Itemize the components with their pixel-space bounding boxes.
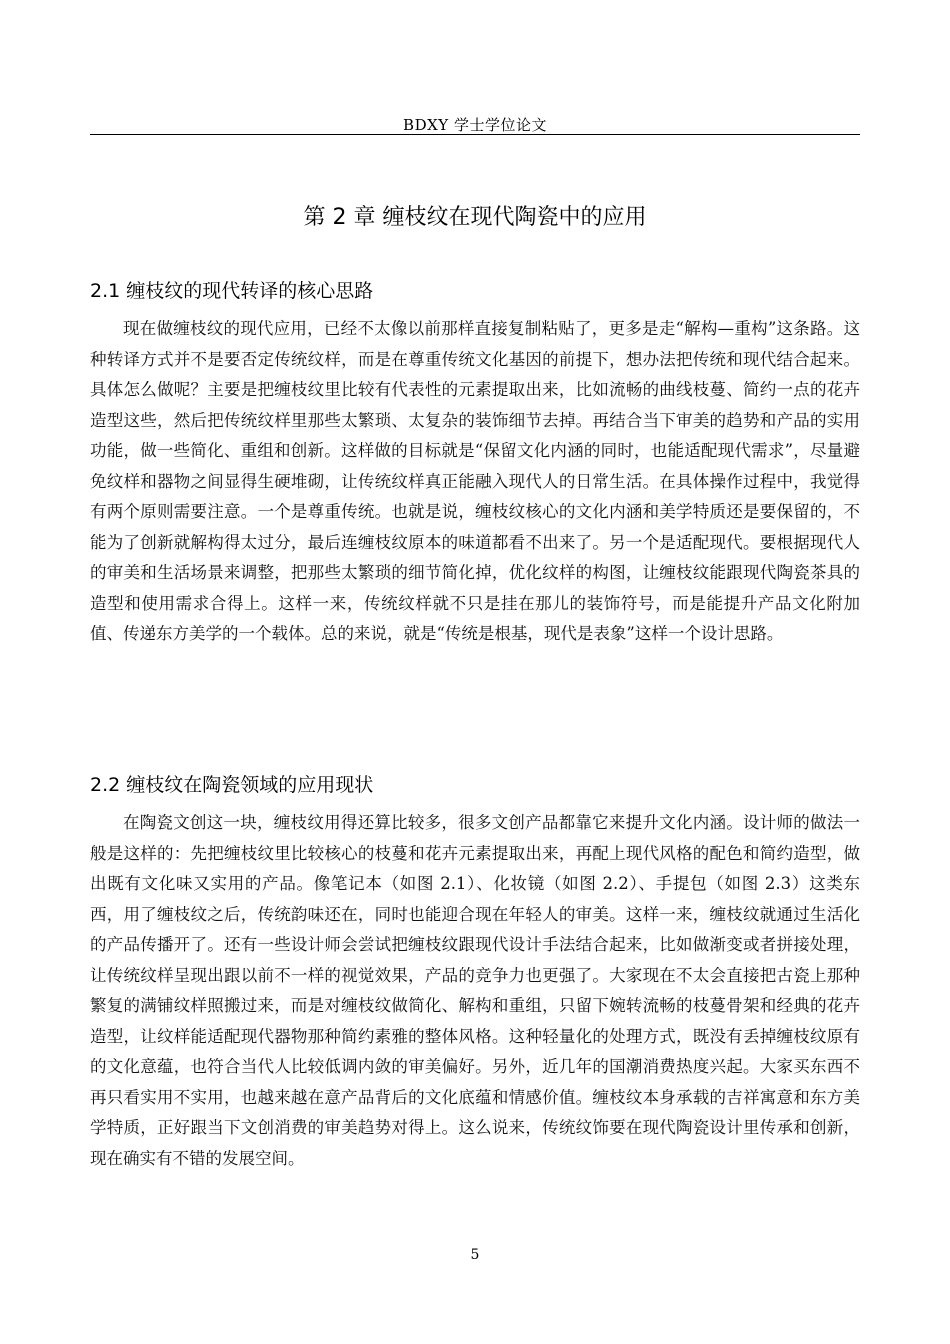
page-number: 5: [470, 1247, 480, 1263]
section-2-1-paragraph: 现在做缠枝纹的现代应用，已经不太像以前那样直接复制粘贴了，更多是走“解构—重构”这条路。这种转译方式并不是要否定传统纹样，而是在尊重传统文化基因的前提下，想办法把传统和现代结合起来。具体怎么做呢？主要是把缠枝纹里比较有代表性的元素提取出来，比如流畅的曲线枝蔓、简约一点的花卉造型这些，然后把传统纹样里那些太繁琐、太复杂的装饰细节去掉。再结合当下审美的趋势和产品的实用功能，做一些简化、重组和创新。这样做的目标就是“保留文化内涵的同时，也能适配现代需求”，尽量避免纹样和器物之间显得生硬堆砌，让传统纹样真正能融入现代人的日常生活。在具体操作过程中，我觉得有两个原则需要注意。一个是尊重传统。也就是说，缠枝纹核心的文化内涵和美学特质还是要保留的，不能为了创新就解构得太过分，最后连缠枝纹原本的味道都看不出来了。另一个是适配现代。要根据现代人的审美和生活场景来调整，把那些太繁琐的细节简化掉，优化纹样的构图，让缠枝纹能跟现代陶瓷茶具的造型和使用需求合得上。这样一来，传统纹样就不只是挂在那儿的装饰符号，而是能提升产品文化附加值、传递东方美学的一个载体。总的来说，就是“传统是根基，现代是表象”这样一个设计思路。: [90, 319, 860, 643]
running-header: BDXY 学士学位论文: [403, 116, 547, 134]
chapter-title: 第 2 章 缠枝纹在现代陶瓷中的应用: [303, 205, 647, 230]
section-2-2-paragraph: 在陶瓷文创这一块，缠枝纹用得还算比较多，很多文创产品都靠它来提升文化内涵。设计师的做法一般是这样的：先把缠枝纹里比较核心的枝蔓和花卉元素提取出来，再配上现代风格的配色和简约造型，做出既有文化味又实用的产品。像笔记本（如图 2.1）、化妆镜（如图 2.2）、手提包（如图 2.3）这类东西，用了缠枝纹之后，传统韵味还在，同时也能迎合现在年轻人的审美。这样一来，缠枝纹就通过生活化的产品传播开了。还有一些设计师会尝试把缠枝纹跟现代设计手法结合起来，比如做渐变或者拼接处理，让传统纹样呈现出跟以前不一样的视觉效果，产品的竞争力也更强了。大家现在不太会直接把古瓷上那种繁复的满铺纹样照搬过来，而是对缠枝纹做简化、解构和重组，只留下婉转流畅的枝蔓骨架和经典的花卉造型，让纹样能适配现代器物那种简约素雅的整体风格。这种轻量化的处理方式，既没有丢掉缠枝纹原有的文化意蕴，也符合当代人比较低调内敛的审美偏好。另外，近几年的国潮消费热度兴起。大家买东西不再只看实用不实用，也越来越在意产品背后的文化底蕴和情感价值。缠枝纹本身承载的吉祥寓意和东方美学特质，正好跟当下文创消费的审美趋势对得上。这么说来，传统纹饰要在现代陶瓷设计里传承和创新，现在确实有不错的发展空间。: [90, 813, 860, 1168]
section-heading-2-1: 2.1 缠枝纹的现代转译的核心思路: [90, 280, 374, 302]
header-divider: [90, 134, 860, 135]
section-heading-2-2: 2.2 缠枝纹在陶瓷领域的应用现状: [90, 774, 374, 796]
